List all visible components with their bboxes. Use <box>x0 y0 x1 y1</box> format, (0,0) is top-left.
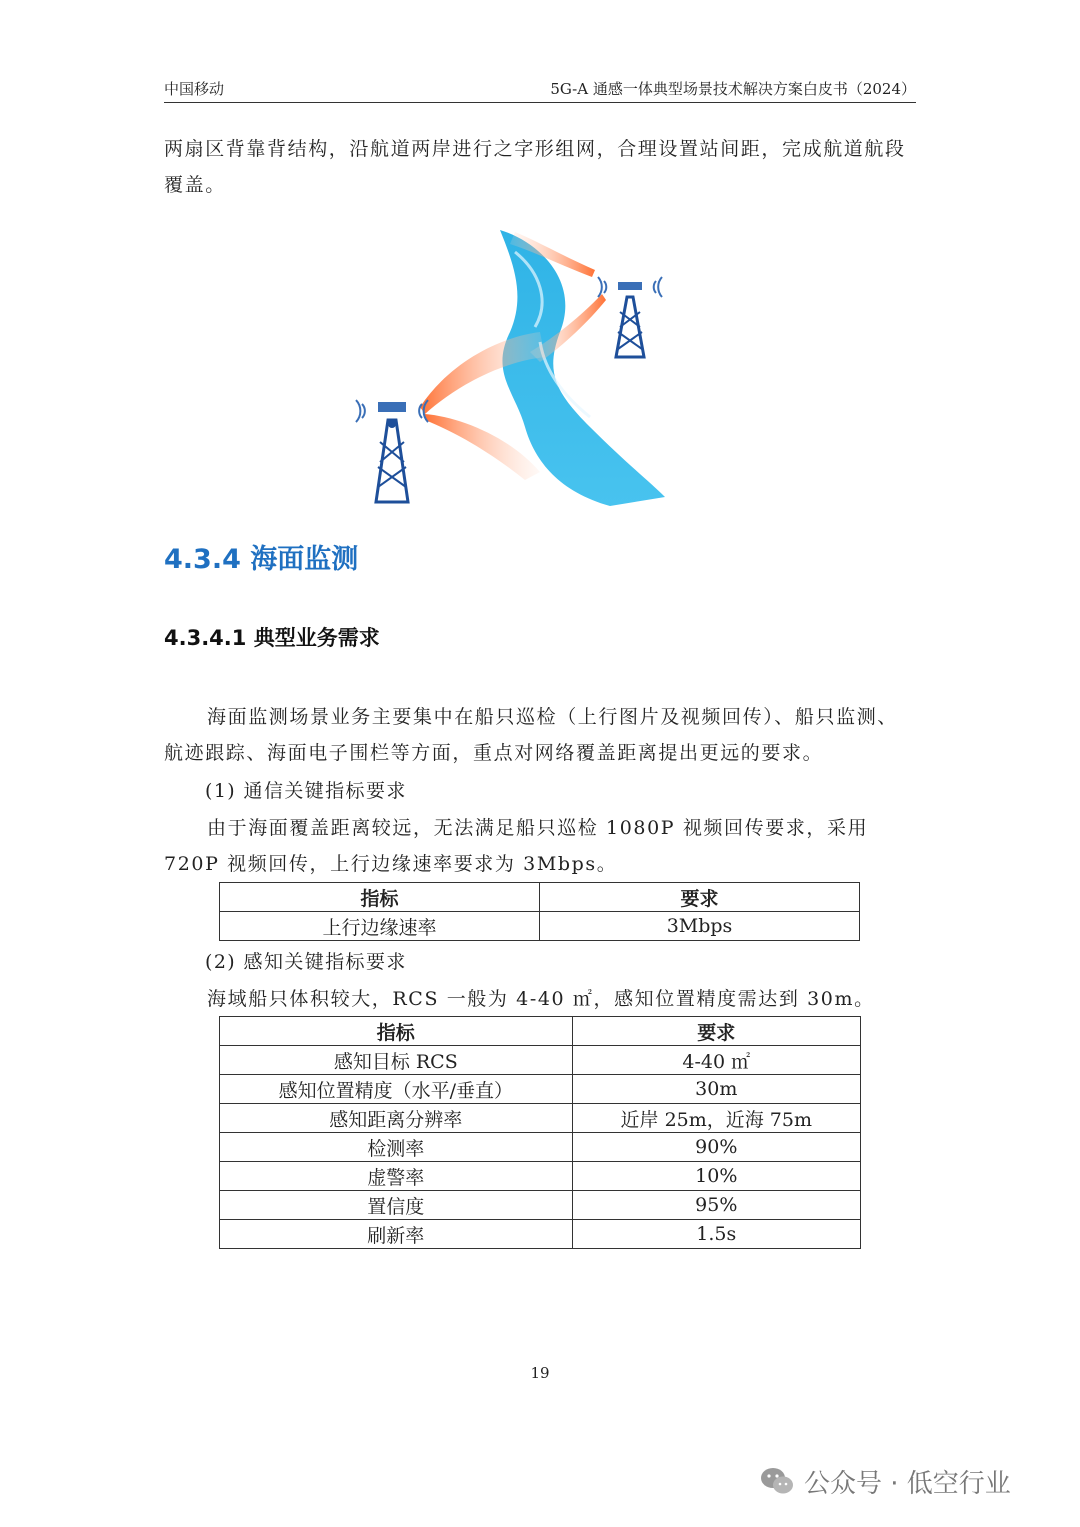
intro-paragraph: 两扇区背靠背结构，沿航道两岸进行之字形组网，合理设置站间距，完成航道航段覆盖。 <box>164 138 906 196</box>
watermark <box>758 1462 1011 1500</box>
table-cell: 检测率 <box>220 1133 573 1162</box>
wechat-icon <box>758 1462 796 1500</box>
table-row <box>220 1191 861 1220</box>
table-cell: 10% <box>572 1162 860 1191</box>
table-row <box>220 912 860 941</box>
table-cell: 4-40 ㎡ <box>572 1046 860 1075</box>
base-station-tower-lower <box>356 400 428 502</box>
table-cell: 感知目标 RCS <box>220 1046 573 1075</box>
header-org: 中国移动 <box>164 80 225 98</box>
table-cell: 30m <box>572 1075 860 1104</box>
table-cell: 刷新率 <box>220 1220 573 1249</box>
table-cell: 95% <box>572 1191 860 1220</box>
comm-heading: (1) 通信关键指标要求 <box>205 780 407 802</box>
table-row <box>220 1220 861 1249</box>
table-row <box>220 1133 861 1162</box>
table-row <box>220 1104 861 1133</box>
table-cell: 虚警率 <box>220 1162 573 1191</box>
table-row <box>220 1075 861 1104</box>
table-cell: 置信度 <box>220 1191 573 1220</box>
table-cell: 90% <box>572 1133 860 1162</box>
table-row <box>220 1046 861 1075</box>
table-header-row <box>220 883 860 912</box>
comm-spec-table <box>219 882 860 941</box>
sense-heading: (2) 感知关键指标要求 <box>205 951 407 973</box>
river-coverage-figure <box>340 222 680 512</box>
table-cell: 1.5s <box>572 1220 860 1249</box>
table-header-cell: 要求 <box>540 883 860 912</box>
body-paragraph: 海面监测场景业务主要集中在船只巡检（上行图片及视频回传）、船只监测、航迹跟踪、海面电子围栏等方面，重点对网络覆盖距离提出更远的要求。 <box>164 706 898 764</box>
table-header-row <box>220 1017 861 1046</box>
table-cell: 上行边缘速率 <box>220 912 540 941</box>
watermark-text: 公众号 · 低空行业 <box>804 1468 1011 1499</box>
sense-spec-table <box>219 1016 861 1249</box>
section-title: 4.3.4 海面监测 <box>164 544 359 575</box>
base-station-tower-upper <box>598 277 662 357</box>
table-cell: 3Mbps <box>540 912 860 941</box>
table-cell: 感知距离分辨率 <box>220 1104 573 1133</box>
header-divider <box>164 102 916 103</box>
table-row <box>220 1162 861 1191</box>
table-cell: 感知位置精度（水平/垂直） <box>220 1075 573 1104</box>
table-cell: 近岸 25m，近海 75m <box>572 1104 860 1133</box>
comm-text: 由于海面覆盖距离较远，无法满足船只巡检 1080P 视频回传要求，采用 720P 视频回传，上行边缘速率要求为 3Mbps。 <box>164 817 869 875</box>
table-header-cell: 指标 <box>220 1017 573 1046</box>
header-doc-title: 5G-A 通感一体典型场景技术解决方案白皮书（2024） <box>550 80 916 98</box>
table-header-cell: 要求 <box>572 1017 860 1046</box>
page-number: 19 <box>530 1364 550 1382</box>
sense-text: 海域船只体积较大，RCS 一般为 4-40 ㎡，感知位置精度需达到 30m。 <box>207 988 875 1010</box>
beam-lower-lower <box>425 414 540 480</box>
table-header-cell: 指标 <box>220 883 540 912</box>
subsection-title: 4.3.4.1 典型业务需求 <box>164 626 380 650</box>
